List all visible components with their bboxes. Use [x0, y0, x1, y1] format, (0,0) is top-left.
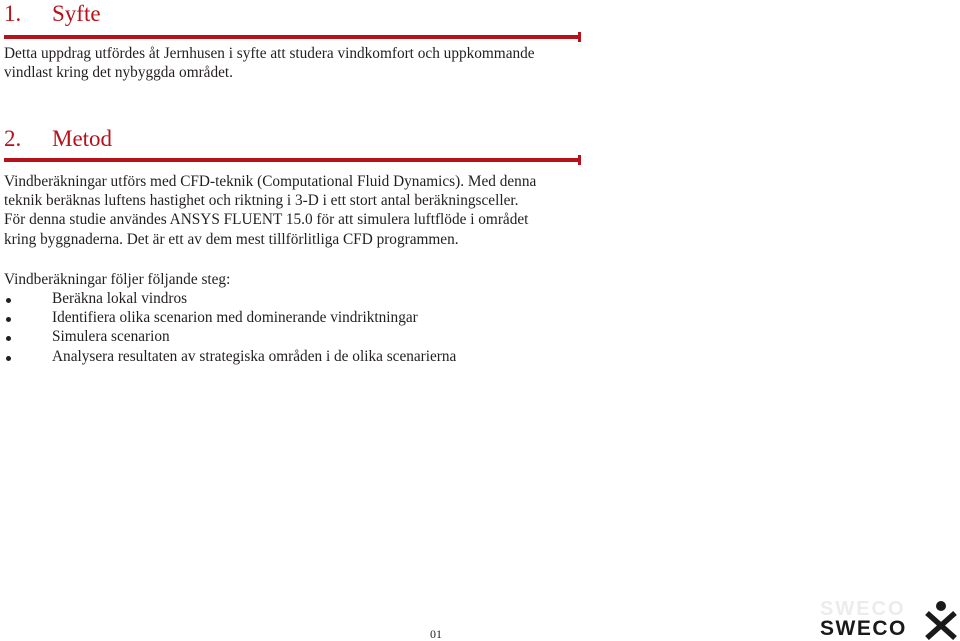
sweco-figure-icon: [922, 600, 960, 640]
section-number: 1.: [4, 1, 22, 26]
section-heading-syfte: [4, 1, 101, 27]
list-item: Simulera scenarion: [4, 327, 456, 346]
text-line: Vindberäkningar utförs med CFD-teknik (Computational Fluid Dynamics). Med denna: [4, 173, 537, 190]
section-number: 2.: [4, 126, 22, 151]
page-number: 01: [430, 627, 442, 641]
logo-watermark: SWECO: [820, 598, 906, 620]
section-heading-metod: [4, 126, 112, 152]
text-line: kring byggnaderna. Det är ett av dem mest tillförlitliga CFD programmen.: [4, 230, 459, 248]
heading-rule: [4, 158, 581, 162]
heading-rule: [4, 35, 581, 39]
metod-paragraph: [4, 172, 594, 249]
syfte-paragraph: [4, 44, 594, 82]
steps-intro: Vindberäkningar följer följande steg:: [4, 271, 231, 288]
section-title: Syfte: [52, 1, 101, 26]
list-item: Beräkna lokal vindros: [4, 289, 456, 308]
sweco-logo: [818, 598, 960, 641]
text-line: Detta uppdrag utfördes åt Jernhusen i syfte att studera vindkomfort och uppkommande: [4, 45, 535, 62]
logo-text: SWECO: [820, 617, 907, 640]
steps-list: [4, 289, 456, 366]
section-title: Metod: [52, 126, 113, 151]
text-line: vindlast kring det nybyggda området.: [4, 64, 233, 82]
text-line: teknik beräknas luftens hastighet och riktning i 3-D i ett stort antal beräkningsceller.: [4, 192, 519, 210]
text-line: För denna studie användes ANSYS FLUENT 15.0 för att simulera luftflöde i området: [4, 211, 529, 229]
list-item: Analysera resultaten av strategiska områden i de olika scenarierna: [4, 347, 456, 366]
list-item: Identifiera olika scenarion med dominerande vindriktningar: [4, 308, 456, 327]
